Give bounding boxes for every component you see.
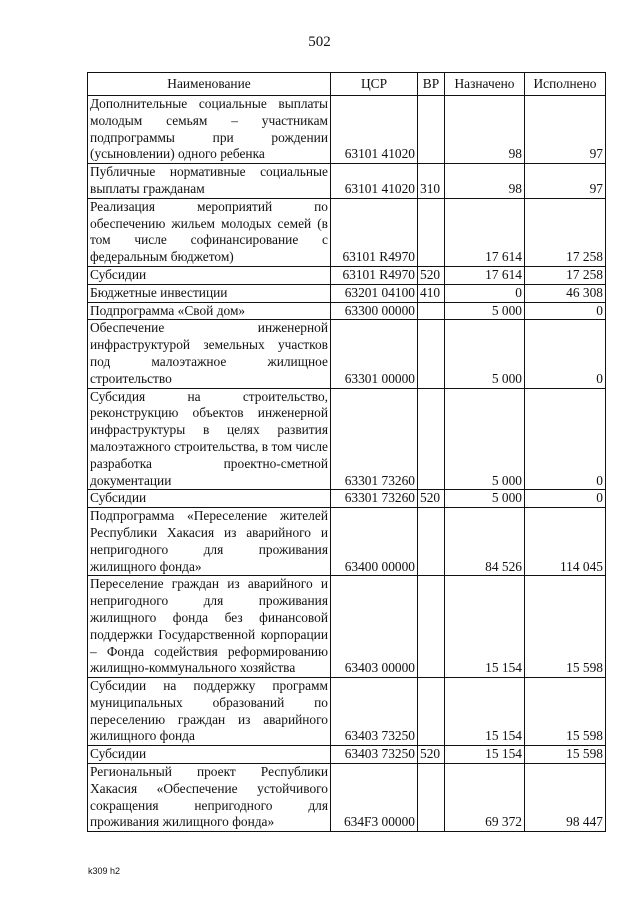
row-executed: 0 bbox=[525, 302, 606, 320]
row-assigned: 84 526 bbox=[445, 508, 525, 576]
row-name: Подпрограмма «Свой дом» bbox=[88, 302, 331, 320]
row-vr bbox=[418, 764, 445, 832]
table-row bbox=[88, 164, 606, 199]
row-name: Бюджетные инвестиции bbox=[88, 284, 331, 302]
row-csr: 63403 73250 bbox=[331, 678, 418, 746]
row-assigned: 98 bbox=[445, 96, 525, 164]
budget-table bbox=[87, 72, 606, 832]
table-row bbox=[88, 266, 606, 284]
row-vr: 520 bbox=[418, 490, 445, 508]
row-executed: 0 bbox=[525, 388, 606, 490]
row-assigned: 98 bbox=[445, 164, 525, 199]
row-executed: 98 447 bbox=[525, 764, 606, 832]
row-executed: 15 598 bbox=[525, 576, 606, 678]
row-assigned: 5 000 bbox=[445, 302, 525, 320]
row-executed: 15 598 bbox=[525, 746, 606, 764]
row-vr bbox=[418, 198, 445, 266]
row-csr: 63403 73250 bbox=[331, 746, 418, 764]
row-name: Обеспечение инженерной инфраструктурой земельных участков под малоэтажное жилищное строительство bbox=[88, 320, 331, 388]
row-csr: 63201 04100 bbox=[331, 284, 418, 302]
footer-code: k309 h2 bbox=[88, 866, 121, 876]
header-executed: Исполнено bbox=[525, 73, 606, 96]
row-csr: 63400 00000 bbox=[331, 508, 418, 576]
row-vr bbox=[418, 576, 445, 678]
table-row bbox=[88, 576, 606, 678]
row-csr: 63101 R4970 bbox=[331, 266, 418, 284]
row-vr bbox=[418, 388, 445, 490]
row-csr: 634F3 00000 bbox=[331, 764, 418, 832]
row-name: Подпрограмма «Переселение жителей Республики Хакасия из аварийного и непригодного для проживания жилищного фонда» bbox=[88, 508, 331, 576]
row-executed: 17 258 bbox=[525, 198, 606, 266]
table-row bbox=[88, 388, 606, 490]
page-number: 502 bbox=[308, 34, 331, 50]
row-assigned: 15 154 bbox=[445, 576, 525, 678]
row-name: Субсидия на строительство, реконструкцию объектов инженерной инфраструктуры в целях развития малоэтажного строительства, в том числе разработка проектно-сметной документации bbox=[88, 388, 331, 490]
table-row bbox=[88, 284, 606, 302]
row-assigned: 17 614 bbox=[445, 266, 525, 284]
row-executed: 15 598 bbox=[525, 678, 606, 746]
row-assigned: 17 614 bbox=[445, 198, 525, 266]
table-row bbox=[88, 302, 606, 320]
row-executed: 0 bbox=[525, 320, 606, 388]
row-vr bbox=[418, 96, 445, 164]
row-assigned: 5 000 bbox=[445, 320, 525, 388]
row-executed: 46 308 bbox=[525, 284, 606, 302]
row-csr: 63301 73260 bbox=[331, 388, 418, 490]
row-assigned: 5 000 bbox=[445, 388, 525, 490]
row-name: Реализация мероприятий по обеспечению жильем молодых семей (в том числе софинансирование с федеральным бюджетом) bbox=[88, 198, 331, 266]
row-vr bbox=[418, 320, 445, 388]
row-name: Публичные нормативные социальные выплаты гражданам bbox=[88, 164, 331, 199]
row-csr: 63301 73260 bbox=[331, 490, 418, 508]
row-csr: 63403 00000 bbox=[331, 576, 418, 678]
row-csr: 63101 41020 bbox=[331, 164, 418, 199]
row-csr: 63300 00000 bbox=[331, 302, 418, 320]
row-executed: 97 bbox=[525, 96, 606, 164]
row-vr bbox=[418, 508, 445, 576]
row-name: Субсидии bbox=[88, 490, 331, 508]
row-vr bbox=[418, 678, 445, 746]
table-row bbox=[88, 198, 606, 266]
header-vr: ВР bbox=[418, 73, 445, 96]
row-name: Субсидии на поддержку программ муниципальных образований по переселению граждан из аварийного жилищного фонда bbox=[88, 678, 331, 746]
row-name: Субсидии bbox=[88, 746, 331, 764]
row-name: Региональный проект Республики Хакасия «Обеспечение устойчивого сокращения непригодного для проживания жилищного фонда» bbox=[88, 764, 331, 832]
row-assigned: 5 000 bbox=[445, 490, 525, 508]
row-assigned: 69 372 bbox=[445, 764, 525, 832]
row-assigned: 15 154 bbox=[445, 746, 525, 764]
table-row bbox=[88, 96, 606, 164]
table-row bbox=[88, 746, 606, 764]
table-row bbox=[88, 764, 606, 832]
row-name: Переселение граждан из аварийного и непригодного для проживания жилищного фонда без финансовой поддержки Государственной корпорации – Фонда содействия реформированию жилищно-коммунального хозяйства bbox=[88, 576, 331, 678]
header-csr: ЦСР bbox=[331, 73, 418, 96]
row-vr: 410 bbox=[418, 284, 445, 302]
table-header-row bbox=[88, 73, 606, 96]
table-row bbox=[88, 508, 606, 576]
row-vr: 520 bbox=[418, 746, 445, 764]
row-executed: 114 045 bbox=[525, 508, 606, 576]
row-csr: 63101 R4970 bbox=[331, 198, 418, 266]
row-csr: 63101 41020 bbox=[331, 96, 418, 164]
header-assigned: Назначено bbox=[445, 73, 525, 96]
row-vr: 310 bbox=[418, 164, 445, 199]
table-row bbox=[88, 678, 606, 746]
header-name: Наименование bbox=[88, 73, 331, 96]
row-executed: 17 258 bbox=[525, 266, 606, 284]
row-vr: 520 bbox=[418, 266, 445, 284]
row-csr: 63301 00000 bbox=[331, 320, 418, 388]
row-executed: 97 bbox=[525, 164, 606, 199]
row-vr bbox=[418, 302, 445, 320]
row-name: Субсидии bbox=[88, 266, 331, 284]
row-name: Дополнительные социальные выплаты молодым семьям – участникам подпрограммы при рождении (усыновлении) одного ребенка bbox=[88, 96, 331, 164]
row-assigned: 0 bbox=[445, 284, 525, 302]
row-executed: 0 bbox=[525, 490, 606, 508]
table-row bbox=[88, 320, 606, 388]
table-row bbox=[88, 490, 606, 508]
row-assigned: 15 154 bbox=[445, 678, 525, 746]
